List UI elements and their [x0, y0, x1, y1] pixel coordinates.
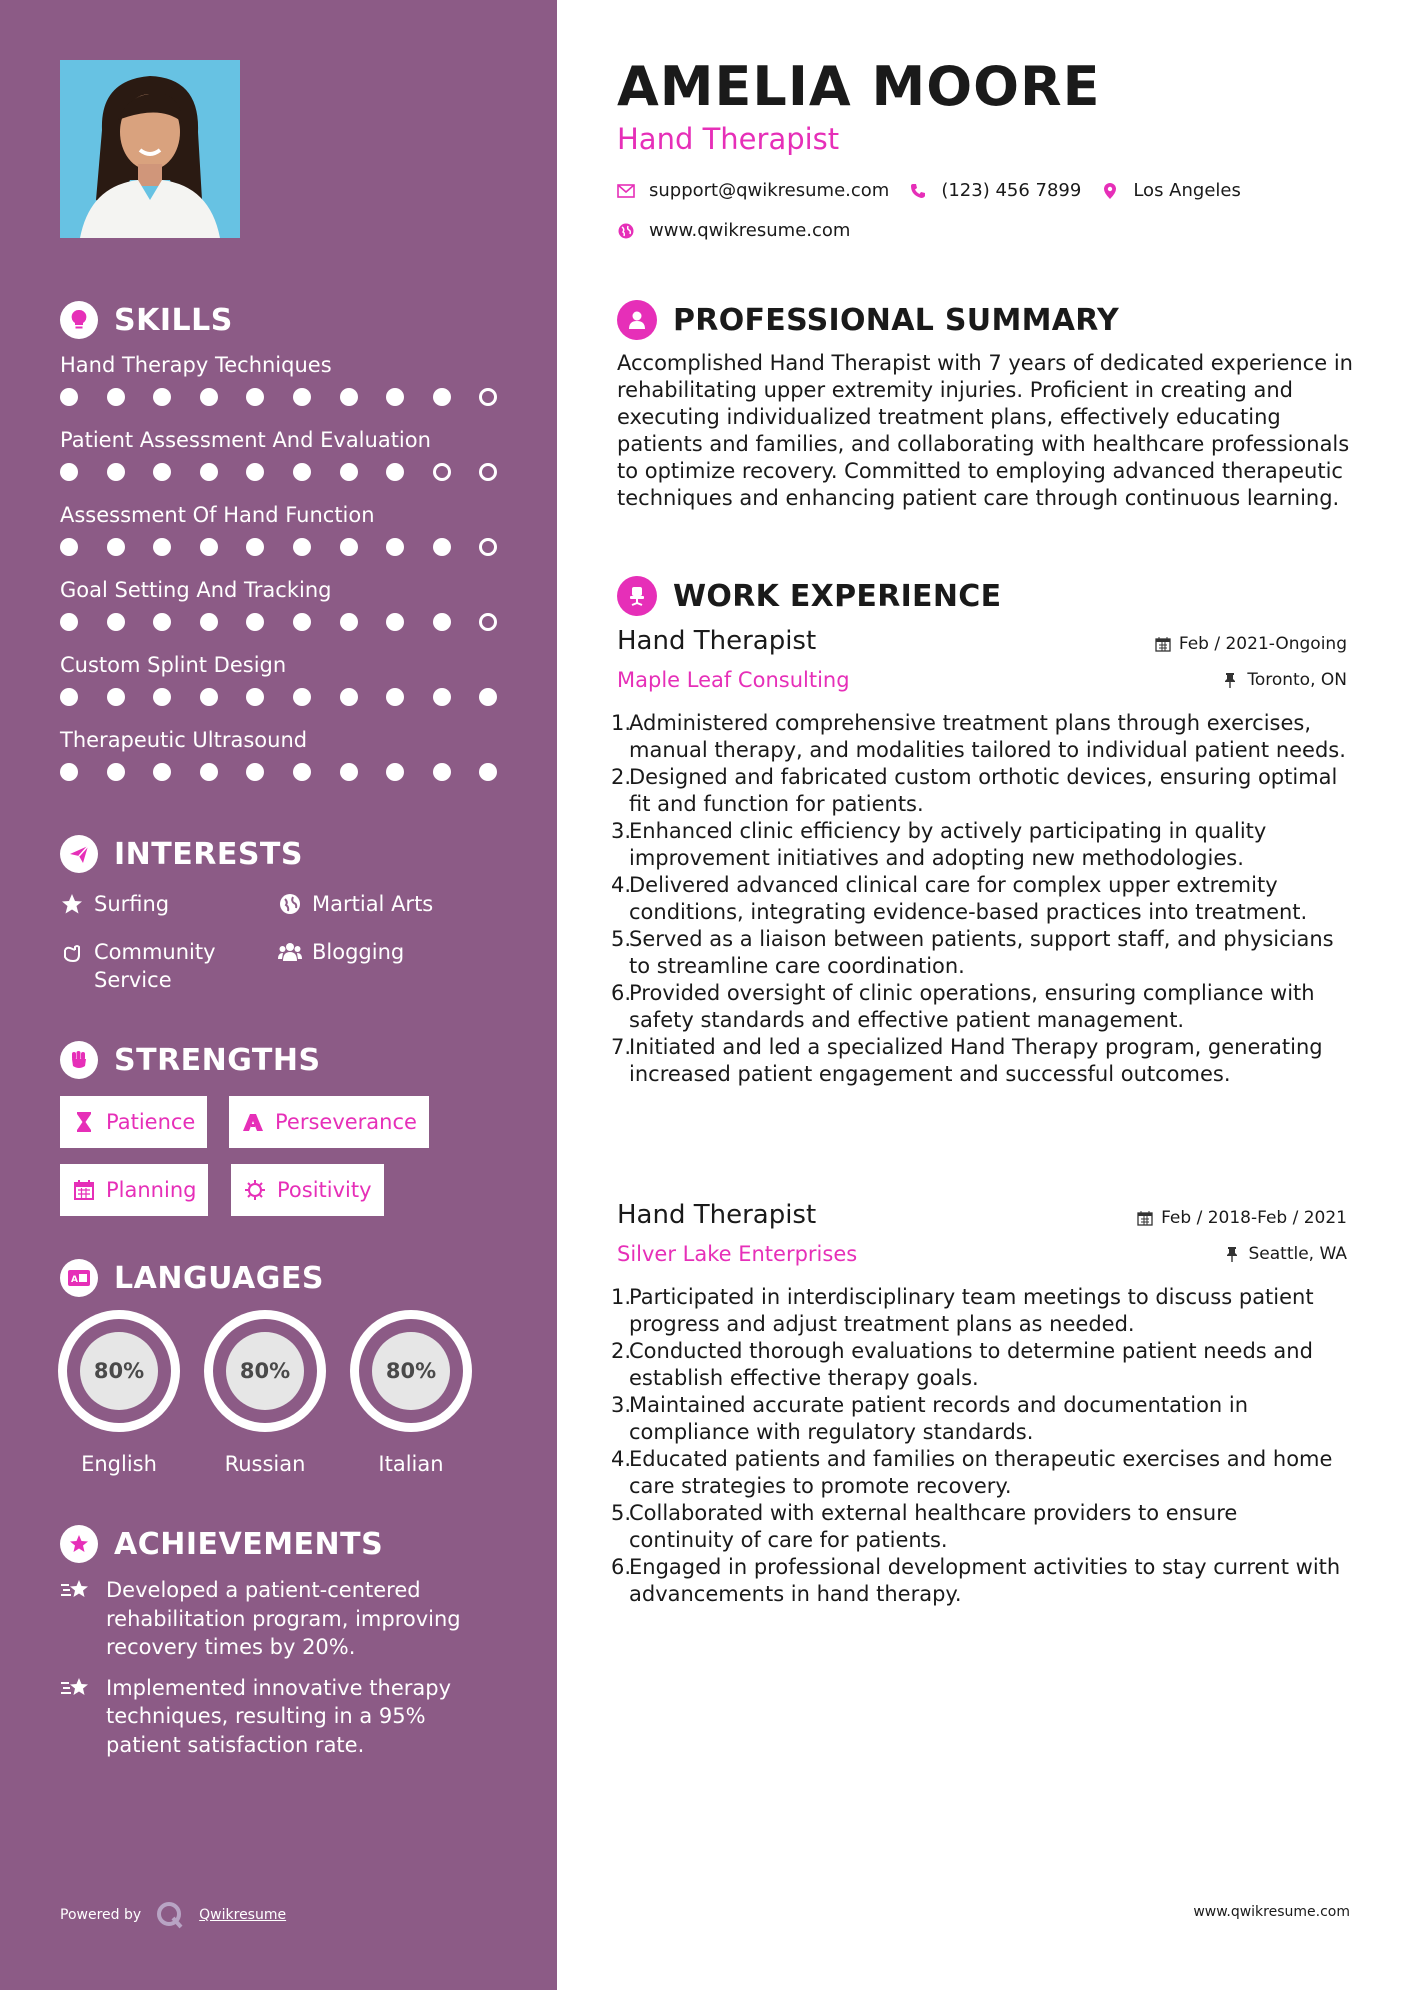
contact-row-website: [617, 220, 870, 241]
skill-rating: [60, 455, 505, 489]
office-chair-icon: [617, 576, 657, 616]
job-bullet: 6. Provided oversight of clinic operations, ensuring compliance with safety standards and effective patient management.: [611, 981, 1315, 1032]
paper-plane-icon: [60, 835, 98, 873]
climber-icon: [241, 1110, 265, 1134]
rating-dot-filled: [340, 763, 358, 781]
contact-website[interactable]: www.qwikresume.com: [617, 220, 850, 241]
achievements-list: [60, 1576, 505, 1759]
envelope-icon: [617, 182, 635, 200]
users-icon: [278, 938, 302, 966]
pushpin-icon: [1225, 1246, 1241, 1262]
interests-list: [60, 884, 505, 994]
rating-dot-filled: [479, 688, 497, 706]
language-item-italian: 80% Italian: [350, 1310, 472, 1476]
pushpin-icon: [1223, 672, 1239, 688]
rating-dot-filled: [200, 538, 218, 556]
strength-badge-patience: Patience: [60, 1096, 207, 1148]
rating-dot-filled: [153, 463, 171, 481]
languages-list: [60, 1310, 505, 1480]
footer-website-link[interactable]: www.qwikresume.com: [1193, 1904, 1350, 1920]
language-icon: [60, 1259, 98, 1297]
strength-badge-positivity: Positivity: [231, 1164, 384, 1216]
achievement-item: Developed a patient-centered rehabilitation program, improving recovery times by 20%.: [60, 1576, 505, 1662]
rating-dot-empty: [479, 613, 497, 631]
job-bullet: 3. Enhanced clinic efficiency by actively participating in quality improvement initiatives and adopting new methodologies.: [611, 819, 1267, 870]
rating-dot-filled: [386, 688, 404, 706]
language-progress-ring: 80%: [204, 1310, 326, 1432]
rating-dot-filled: [200, 763, 218, 781]
rating-dot-filled: [293, 463, 311, 481]
rating-dot-filled: [386, 538, 404, 556]
skill-rating: [60, 380, 505, 414]
rating-dot-filled: [340, 388, 358, 406]
fist-icon: [60, 1041, 98, 1079]
rating-dot-filled: [153, 388, 171, 406]
rating-dot-filled: [60, 463, 78, 481]
languages-heading: A LANGUAGES: [60, 1256, 505, 1300]
job-bullet: 1. Participated in interdisciplinary team meetings to discuss patient progress and adjust treatment plans as needed.: [611, 1285, 1314, 1336]
rating-dot-filled: [479, 763, 497, 781]
job-entry: [611, 626, 1347, 1088]
skill-item: [60, 650, 505, 725]
contact-row: [617, 180, 1261, 201]
achievement-item: Implemented innovative therapy techniques, resulting in a 95% patient satisfaction rate.: [60, 1674, 505, 1760]
rating-dot-filled: [246, 763, 264, 781]
achievements-section: [60, 1522, 505, 1771]
rating-dot-filled: [60, 688, 78, 706]
interest-item-martial-arts: Martial Arts: [278, 890, 433, 918]
job-date: Feb / 2018-Feb / 2021: [1137, 1208, 1347, 1228]
rating-dot-filled: [246, 388, 264, 406]
rating-dot-filled: [107, 538, 125, 556]
calendar-icon: [1155, 636, 1171, 652]
skills-heading: SKILLS: [60, 298, 505, 342]
skill-item: [60, 725, 505, 800]
summary-heading: PROFESSIONAL SUMMARY: [617, 298, 1119, 342]
job-company: Maple Leaf Consulting: [617, 668, 850, 692]
user-icon: [617, 300, 657, 340]
star-icon: [60, 890, 84, 918]
strengths-section: [60, 1038, 505, 1246]
achievements-heading: ACHIEVEMENTS: [60, 1522, 505, 1566]
svg-text:A: A: [71, 1275, 78, 1285]
skill-name: Therapeutic Ultrasound: [60, 728, 308, 752]
rating-dot-filled: [200, 688, 218, 706]
rating-dot-filled: [293, 388, 311, 406]
interests-section: [60, 832, 505, 994]
job-bullets: [611, 1284, 1347, 1608]
rating-dot-filled: [433, 763, 451, 781]
rating-dot-filled: [246, 538, 264, 556]
contact-email[interactable]: support@qwikresume.com: [617, 180, 889, 201]
skill-name: Assessment Of Hand Function: [60, 503, 375, 527]
rating-dot-filled: [153, 688, 171, 706]
rating-dot-filled: [107, 613, 125, 631]
job-bullet: 5. Served as a liaison between patients, support staff, and physicians to streamline care coordination.: [611, 927, 1334, 978]
skill-name: Goal Setting And Tracking: [60, 578, 332, 602]
rating-dot-filled: [386, 388, 404, 406]
shooting-star-icon: [60, 1576, 94, 1604]
job-bullets: [611, 710, 1347, 1088]
languages-section: [60, 1256, 505, 1480]
rating-dot-filled: [60, 388, 78, 406]
rating-dot-filled: [386, 613, 404, 631]
job-company: Silver Lake Enterprises: [617, 1242, 858, 1266]
rating-dot-empty: [433, 463, 451, 481]
experience-heading: WORK EXPERIENCE: [617, 574, 1001, 618]
skill-rating: [60, 530, 505, 564]
skill-item: [60, 425, 505, 500]
language-progress-ring: 80%: [58, 1310, 180, 1432]
job-bullet: 2. Conducted thorough evaluations to determine patient needs and establish effective therapy goals.: [611, 1339, 1313, 1390]
rating-dot-filled: [433, 613, 451, 631]
main-content: [557, 0, 1407, 1990]
job-bullet: 6. Engaged in professional development activities to stay current with advancements in hand therapy.: [611, 1555, 1341, 1606]
globe-icon: [278, 890, 302, 918]
rating-dot-filled: [340, 613, 358, 631]
candidate-name: AMELIA MOORE: [617, 55, 1101, 118]
rating-dot-filled: [153, 538, 171, 556]
rating-dot-filled: [433, 388, 451, 406]
rating-dot-filled: [246, 613, 264, 631]
rating-dot-filled: [107, 688, 125, 706]
qwikresume-logo-icon: [155, 1900, 185, 1930]
skills-list: [60, 350, 505, 800]
contact-phone[interactable]: (123) 456 7899: [909, 180, 1081, 201]
sidebar: [0, 0, 557, 1990]
job-bullet: 3. Maintained accurate patient records and documentation in compliance with regulatory standards.: [611, 1393, 1249, 1444]
interest-item-surfing: Surfing: [60, 890, 169, 918]
hourglass-icon: [72, 1110, 96, 1134]
language-item-russian: 80% Russian: [204, 1310, 326, 1476]
job-entry: [611, 1200, 1347, 1608]
rating-dot-filled: [386, 463, 404, 481]
sun-icon: [243, 1178, 267, 1202]
skill-item: [60, 500, 505, 575]
rating-dot-filled: [60, 538, 78, 556]
rating-dot-filled: [293, 688, 311, 706]
strengths-list: [60, 1096, 505, 1246]
skills-section: [60, 298, 505, 800]
rating-dot-filled: [293, 613, 311, 631]
skill-name: Hand Therapy Techniques: [60, 353, 332, 377]
rating-dot-filled: [60, 613, 78, 631]
language-progress-ring: 80%: [350, 1310, 472, 1432]
rating-dot-filled: [340, 463, 358, 481]
job-bullet: 4. Delivered advanced clinical care for complex upper extremity conditions, integrating evidence-based practices into treatment.: [611, 873, 1308, 924]
rating-dot-filled: [60, 763, 78, 781]
job-location: Toronto, ON: [1223, 670, 1347, 690]
strengths-heading: STRENGTHS: [60, 1038, 505, 1082]
rating-dot-filled: [433, 688, 451, 706]
job-title: Hand Therapist: [617, 626, 817, 656]
skill-rating: [60, 605, 505, 639]
rating-dot-filled: [386, 763, 404, 781]
rating-dot-empty: [479, 388, 497, 406]
qwikresume-link[interactable]: Qwikresume: [199, 1907, 287, 1923]
skill-rating: [60, 755, 505, 789]
job-bullet: 2. Designed and fabricated custom orthotic devices, ensuring optimal fit and function for patients.: [611, 765, 1338, 816]
job-bullet: 5. Collaborated with external healthcare providers to ensure continuity of care for patients.: [611, 1501, 1238, 1552]
interest-item-community-service: Community Service: [60, 938, 250, 994]
rating-dot-filled: [153, 613, 171, 631]
shooting-star-icon: [60, 1674, 94, 1702]
contact-location: Los Angeles: [1101, 180, 1241, 201]
rating-dot-filled: [433, 538, 451, 556]
rating-dot-filled: [293, 538, 311, 556]
strength-badge-planning: Planning: [60, 1164, 208, 1216]
map-pin-icon: [1101, 182, 1119, 200]
candidate-title: Hand Therapist: [617, 122, 840, 156]
hand-icon: [60, 938, 84, 966]
calendar-icon: [1137, 1210, 1153, 1226]
rating-dot-filled: [200, 613, 218, 631]
skill-item: [60, 575, 505, 650]
calendar-icon: [72, 1178, 96, 1202]
medal-star-icon: [60, 1525, 98, 1563]
job-location: Seattle, WA: [1225, 1244, 1348, 1264]
skill-name: Patient Assessment And Evaluation: [60, 428, 431, 452]
lightbulb-icon: [60, 301, 98, 339]
rating-dot-filled: [107, 388, 125, 406]
rating-dot-filled: [200, 463, 218, 481]
profile-photo: [60, 60, 240, 238]
rating-dot-empty: [479, 463, 497, 481]
strength-badge-perseverance: Perseverance: [229, 1096, 429, 1148]
rating-dot-filled: [246, 463, 264, 481]
skill-name: Custom Splint Design: [60, 653, 287, 677]
interest-item-blogging: Blogging: [278, 938, 404, 966]
job-date: Feb / 2021-Ongoing: [1155, 634, 1347, 654]
rating-dot-filled: [293, 763, 311, 781]
interests-heading: INTERESTS: [60, 832, 505, 876]
summary-text: Accomplished Hand Therapist with 7 years of dedicated experience in rehabilitating upper extremity injuries. Proficient in creating and executing individualized treatment plans, effectively educating patients and families, and collaborating with healthcare professionals to optimize recovery. Committed to employing advanced therapeutic techniques and enhancing patient care through continuous learning.: [617, 351, 1353, 510]
phone-icon: [909, 182, 927, 200]
globe-icon: [617, 222, 635, 240]
job-bullet: 1. Administered comprehensive treatment plans through exercises, manual therapy, and modalities tailored to individual patient needs.: [611, 711, 1346, 762]
language-item-english: 80% English: [58, 1310, 180, 1476]
skill-rating: [60, 680, 505, 714]
rating-dot-filled: [107, 763, 125, 781]
rating-dot-filled: [246, 688, 264, 706]
job-bullet: 4. Educated patients and families on therapeutic exercises and home care strategies to promote recovery.: [611, 1447, 1333, 1498]
rating-dot-filled: [107, 463, 125, 481]
rating-dot-filled: [340, 538, 358, 556]
rating-dot-filled: [340, 688, 358, 706]
rating-dot-empty: [479, 538, 497, 556]
rating-dot-filled: [153, 763, 171, 781]
powered-by: Powered by Qwikresume: [60, 1900, 286, 1930]
job-bullet: 7. Initiated and led a specialized Hand Therapy program, generating increased patient engagement and successful outcomes.: [611, 1035, 1323, 1086]
job-title: Hand Therapist: [617, 1200, 817, 1230]
rating-dot-filled: [200, 388, 218, 406]
skill-item: [60, 350, 505, 425]
